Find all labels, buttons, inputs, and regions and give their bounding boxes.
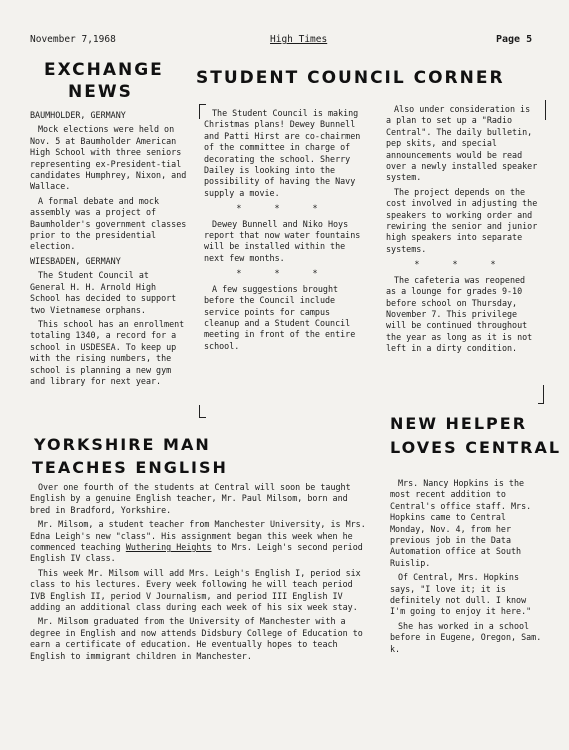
- yorkshire-paragraph: Over one fourth of the students at Central will soon be taught English by a genuine English teacher, Mr. Paul Milsom, born and bred in Bradford, Yorkshire.: [30, 482, 351, 515]
- yorkshire-paragraph: This week Mr. Milsom will add Mrs. Leigh's English I, period six class to his lectures. Every week following he will teach period IVB English II, period V Journalism, and period III English IV adding an additional class during each week of his six week stay.: [30, 567, 361, 613]
- yorkshire-paragraph: Mr. Milsom graduated from the University of Manchester with a degree in English and now attends Didsbury College of Education to earn a certificate of education. He eventually hopes to teach English to immigrant children in Manchester.: [30, 616, 363, 661]
- exchange-paragraph: A formal debate and mock assembly was a project of Baumholder's government classes prior to the presidential election.: [30, 195, 187, 252]
- yorkshire-text: to Mrs. Leigh's second period English IV class.: [30, 542, 363, 564]
- helper-column: [390, 478, 542, 658]
- helper-paragraph: Of Central, Mrs. Hopkins says, "I love it; it is definitely not dull. I know I'm going to enjoy it here.": [390, 572, 532, 617]
- council-paragraph: Dewey Bunnell and Niko Hoys report that now water fountains will be installed within the next few months.: [204, 218, 361, 263]
- council-column-1: [204, 108, 364, 355]
- council-paragraph: The Student Council is making Christmas plans! Dewey Bunnell and Patti Hirst are co-chairmen of the committee in charge of decorating the school. Sherry Dailey is looking into the possibility of having the Navy supply a movie.: [204, 108, 361, 198]
- paper-title: High Times: [270, 34, 328, 45]
- exchange-paragraph: Mock elections were held on Nov. 5 at Baumholder American High School with three seniors representing ex-President-tial candidates Humphrey, Nixon, and Wallace.: [30, 124, 187, 192]
- yorkshire-paragraph: [30, 519, 370, 565]
- exchange-dateline-2: WIESBADEN, GERMANY: [30, 255, 121, 266]
- book-title: Wuthering Heights: [125, 542, 212, 553]
- helper-paragraph: She has worked in a school before in Eugene, Oregon, Sam. k.: [390, 620, 542, 654]
- section-stars: * * *: [236, 203, 332, 214]
- council-column-2: [386, 104, 538, 358]
- council-paragraph: A few suggestions brought before the Council include service points for campus cleanup and a Student Council meeting in front of the entire school.: [204, 283, 356, 351]
- issue-date: November 7,1968: [30, 34, 116, 45]
- bracket-decoration: [538, 385, 544, 404]
- exchange-headline-line2: NEWS: [68, 82, 133, 102]
- section-stars: * * *: [414, 259, 510, 270]
- section-stars: * * *: [236, 268, 332, 279]
- page-number: Page 5: [496, 34, 533, 45]
- exchange-dateline-1: BAUMHOLDER, GERMANY: [30, 110, 126, 120]
- yorkshire-column: [30, 482, 370, 665]
- exchange-column: [30, 110, 188, 390]
- yorkshire-headline-line2: TEACHES ENGLISH: [32, 458, 228, 477]
- council-headline: STUDENT COUNCIL CORNER: [196, 68, 505, 88]
- bracket-decoration: [199, 405, 206, 418]
- yorkshire-text: Mr. Milsom, a student teacher from Manchester University, is Mrs. Edna Leigh's new "class". His assignment began this week when he commenced teaching: [30, 519, 366, 553]
- bracket-decoration: [540, 100, 546, 120]
- helper-headline-line2: LOVES CENTRAL: [390, 438, 562, 457]
- exchange-headline-line1: EXCHANGE: [44, 60, 164, 80]
- helper-headline-line1: NEW HELPER: [390, 414, 528, 433]
- helper-paragraph: Mrs. Nancy Hopkins is the most recent addition to Central's office staff. Mrs. Hopkins came to Central Monday, Nov. 4, from her previous job in the Data Automation office at South Ruislip.: [390, 478, 532, 568]
- council-paragraph: The cafeteria was reopened as a lounge for grades 9-10 before school on Thursday, November 7. This privilege will be continued throughout the year as long as it is not left in a dirty condition.: [386, 274, 533, 354]
- council-paragraph: The project depends on the cost involved in adjusting the speakers to working order and rewiring the senior and junior high speakers into separate systems.: [386, 186, 538, 254]
- yorkshire-headline-line1: YORKSHIRE MAN: [34, 435, 211, 454]
- exchange-paragraph: The Student Council at General H. H. Arnold High School has decided to support two Vietnamese orphans.: [30, 270, 177, 315]
- exchange-paragraph: This school has an enrollment totaling 1340, a record for a school in USDESEA. To keep up with the rising numbers, the school is planning a new gym and library for next year.: [30, 318, 185, 386]
- council-paragraph: Also under consideration is a plan to set up a "Radio Central". The daily bulletin, pep skits, and special announcements would be read over a newly installed speaker system.: [386, 104, 538, 183]
